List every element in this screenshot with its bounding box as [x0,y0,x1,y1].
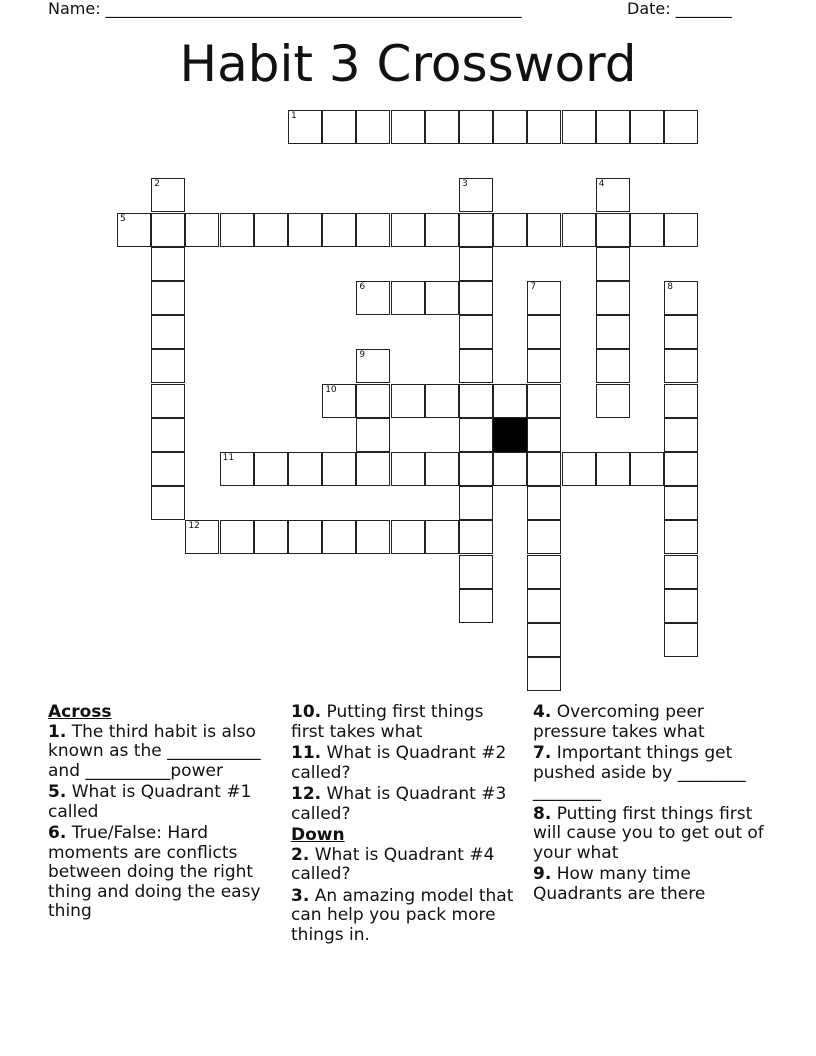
clue-num: 1. [48,721,67,742]
grid-cell[interactable] [596,213,630,247]
grid-cell[interactable] [459,213,493,247]
clue-num: 4. [533,702,552,722]
grid-cell[interactable] [459,178,493,212]
grid-cell[interactable] [527,657,561,691]
clue-num: 9. [533,864,552,884]
clue-text: What is Quadrant #2 called? [291,743,507,783]
grid-cell[interactable] [527,349,561,383]
clue-num: 12. [291,784,322,804]
grid-cell[interactable] [493,213,527,247]
grid-cell[interactable] [356,520,390,554]
grid-cell[interactable] [459,247,493,281]
grid-cell[interactable] [664,349,698,383]
grid-cell[interactable] [596,281,630,315]
clue-text: Important things get pushed aside by ________ ________ [533,743,746,802]
grid-cell[interactable] [630,110,664,144]
clue [48,723,273,782]
grid-cell[interactable] [630,452,664,486]
grid-cell[interactable] [425,452,459,486]
grid-cell[interactable] [288,110,322,144]
grid-cell[interactable] [664,315,698,349]
clue-num: 11. [291,743,322,763]
grid-cell[interactable] [596,178,630,212]
grid-cell[interactable] [527,555,561,589]
clues-column-2 [291,703,519,947]
clue-number: 10 [325,384,337,395]
grid-cell[interactable] [459,452,493,486]
grid-cell[interactable] [356,281,390,315]
grid-cell[interactable] [459,555,493,589]
grid-cell[interactable] [425,281,459,315]
grid-cell[interactable] [459,281,493,315]
grid-cell[interactable] [254,213,288,247]
grid-cell[interactable] [288,452,322,486]
grid-cell[interactable] [220,452,254,486]
grid-cell[interactable] [151,349,185,383]
grid-cell[interactable] [562,110,596,144]
clue [291,744,519,783]
clue-number: 9 [359,350,366,361]
grid-cell[interactable] [459,315,493,349]
grid-cell[interactable] [459,384,493,418]
grid-cell[interactable] [425,213,459,247]
clue-number: 2 [154,179,160,190]
grid-cell[interactable] [391,110,425,144]
clue [291,785,519,824]
grid-cell[interactable] [664,589,698,623]
grid-cell[interactable] [322,384,356,418]
grid-cell[interactable] [425,384,459,418]
clue-num: 10. [291,702,322,722]
grid-cell[interactable] [322,110,356,144]
grid-cell[interactable] [391,452,425,486]
grid-cell[interactable] [459,418,493,452]
clue-num: 3. [291,885,310,906]
grid-cell[interactable] [527,315,561,349]
grid-cell[interactable] [527,418,561,452]
grid-cell[interactable] [596,349,630,383]
clue-text: What is Quadrant #3 called? [291,784,507,824]
grid-cell[interactable] [220,213,254,247]
clue [291,846,519,885]
grid-cell[interactable] [664,418,698,452]
clue-num: 7. [533,743,552,763]
clue-number: 6 [359,282,366,292]
down-heading: Down [291,825,345,845]
grid-cell[interactable] [527,281,561,315]
clue-num: 2. [291,844,310,865]
clue-text: What is Quadrant #4 called? [291,844,495,884]
grid-cell[interactable] [356,213,390,247]
grid-cell[interactable] [596,384,630,418]
grid-cell[interactable] [459,110,493,144]
page-title: Habit 3 Crossword [179,35,637,93]
grid-cell[interactable] [664,452,698,486]
grid-cell[interactable] [254,520,288,554]
grid-cell[interactable] [527,213,561,247]
grid-cell[interactable] [151,384,185,418]
grid-cell[interactable] [356,384,390,418]
grid-cell[interactable] [356,418,390,452]
clue [533,744,769,803]
grid-cell[interactable] [596,315,630,349]
grid-cell[interactable] [493,384,527,418]
grid-cell[interactable] [391,281,425,315]
grid-cell[interactable] [527,384,561,418]
grid-cell[interactable] [425,520,459,554]
grid-cell[interactable] [527,520,561,554]
grid-cell[interactable] [459,349,493,383]
grid-cell[interactable] [630,213,664,247]
grid-cell[interactable] [185,213,219,247]
grid-cell[interactable] [151,418,185,452]
grid-cell[interactable] [185,520,219,554]
clue-text: What is Quadrant #1 called [48,782,252,822]
clue-number: 3 [462,179,468,190]
grid-cell[interactable] [356,452,390,486]
grid-cell[interactable] [596,110,630,144]
grid-cell[interactable] [664,384,698,418]
grid-cell[interactable] [288,213,322,247]
grid-cell[interactable] [356,349,390,383]
grid-cell[interactable] [562,213,596,247]
grid-cell[interactable] [322,213,356,247]
grid-cell[interactable] [356,110,390,144]
grid-cell[interactable] [596,452,630,486]
grid-cell[interactable] [391,520,425,554]
grid-cell[interactable] [527,623,561,657]
grid-cell[interactable] [151,486,185,520]
grid-cell[interactable] [562,452,596,486]
grid-cell[interactable] [151,178,185,212]
clue-text: Overcoming peer pressure takes what [533,702,705,742]
grid-cell[interactable] [493,110,527,144]
grid-cell[interactable] [254,452,288,486]
grid-cell[interactable] [151,247,185,281]
grid-cell[interactable] [664,110,698,144]
grid-cell[interactable] [527,110,561,144]
grid-cell[interactable] [664,555,698,589]
clue-number: 5 [120,213,126,224]
grid-cell[interactable] [117,213,151,247]
clue-number: 8 [667,282,673,292]
grid-cell[interactable] [391,384,425,418]
clue-num: 5. [48,782,67,802]
grid-cell[interactable] [664,213,698,247]
grid-cell[interactable] [288,520,322,554]
clue-num: 8. [533,803,552,824]
across-heading: Across [48,702,112,722]
grid-cell[interactable] [459,589,493,623]
grid-cell[interactable] [527,452,561,486]
grid-cell[interactable] [391,213,425,247]
grid-cell[interactable] [151,213,185,247]
clue-text: An amazing model that can help you pack more things in. [291,885,514,945]
clues-column-3 [533,703,769,906]
clue-num: 6. [48,823,67,843]
grid-cell[interactable] [493,452,527,486]
grid-cell[interactable] [664,486,698,520]
clue [533,805,769,864]
black-cell [493,418,527,452]
grid-cell[interactable] [527,589,561,623]
clue-text: How many time Quadrants are there [533,864,706,904]
grid-cell[interactable] [151,452,185,486]
clues-column-1 [48,703,273,924]
clue [533,865,769,904]
grid-cell[interactable] [322,520,356,554]
clue-number: 4 [598,179,605,190]
clue-text: Putting first things first takes what [291,702,484,742]
grid-cell[interactable] [459,520,493,554]
grid-cell[interactable] [596,247,630,281]
clue-number: 1 [291,111,297,121]
grid-cell[interactable] [220,520,254,554]
date-label: Date: _______ [627,0,732,18]
clue [533,703,769,742]
clue [48,824,273,922]
name-label: Name: ____________________________________________________ [48,0,522,18]
grid-cell[interactable] [664,623,698,657]
clue [48,783,273,822]
clue [291,887,519,946]
grid-cell[interactable] [527,486,561,520]
clue [291,703,519,742]
grid-cell[interactable] [664,281,698,315]
clue-number: 7 [530,282,537,292]
clue-text: Putting first things first will cause you to get out of your what [533,803,764,863]
grid-cell[interactable] [151,281,185,315]
grid-cell[interactable] [425,110,459,144]
grid-cell[interactable] [664,520,698,554]
grid-cell[interactable] [151,315,185,349]
grid-cell[interactable] [322,452,356,486]
clue-text: True/False: Hard moments are conflicts between doing the right thing and doing the easy thing [48,823,261,921]
grid-cell[interactable] [459,486,493,520]
clue-text: The third habit is also known as the ___________ and __________power [48,721,261,781]
clue-number: 11 [222,453,235,463]
clue-number: 12 [188,521,200,532]
